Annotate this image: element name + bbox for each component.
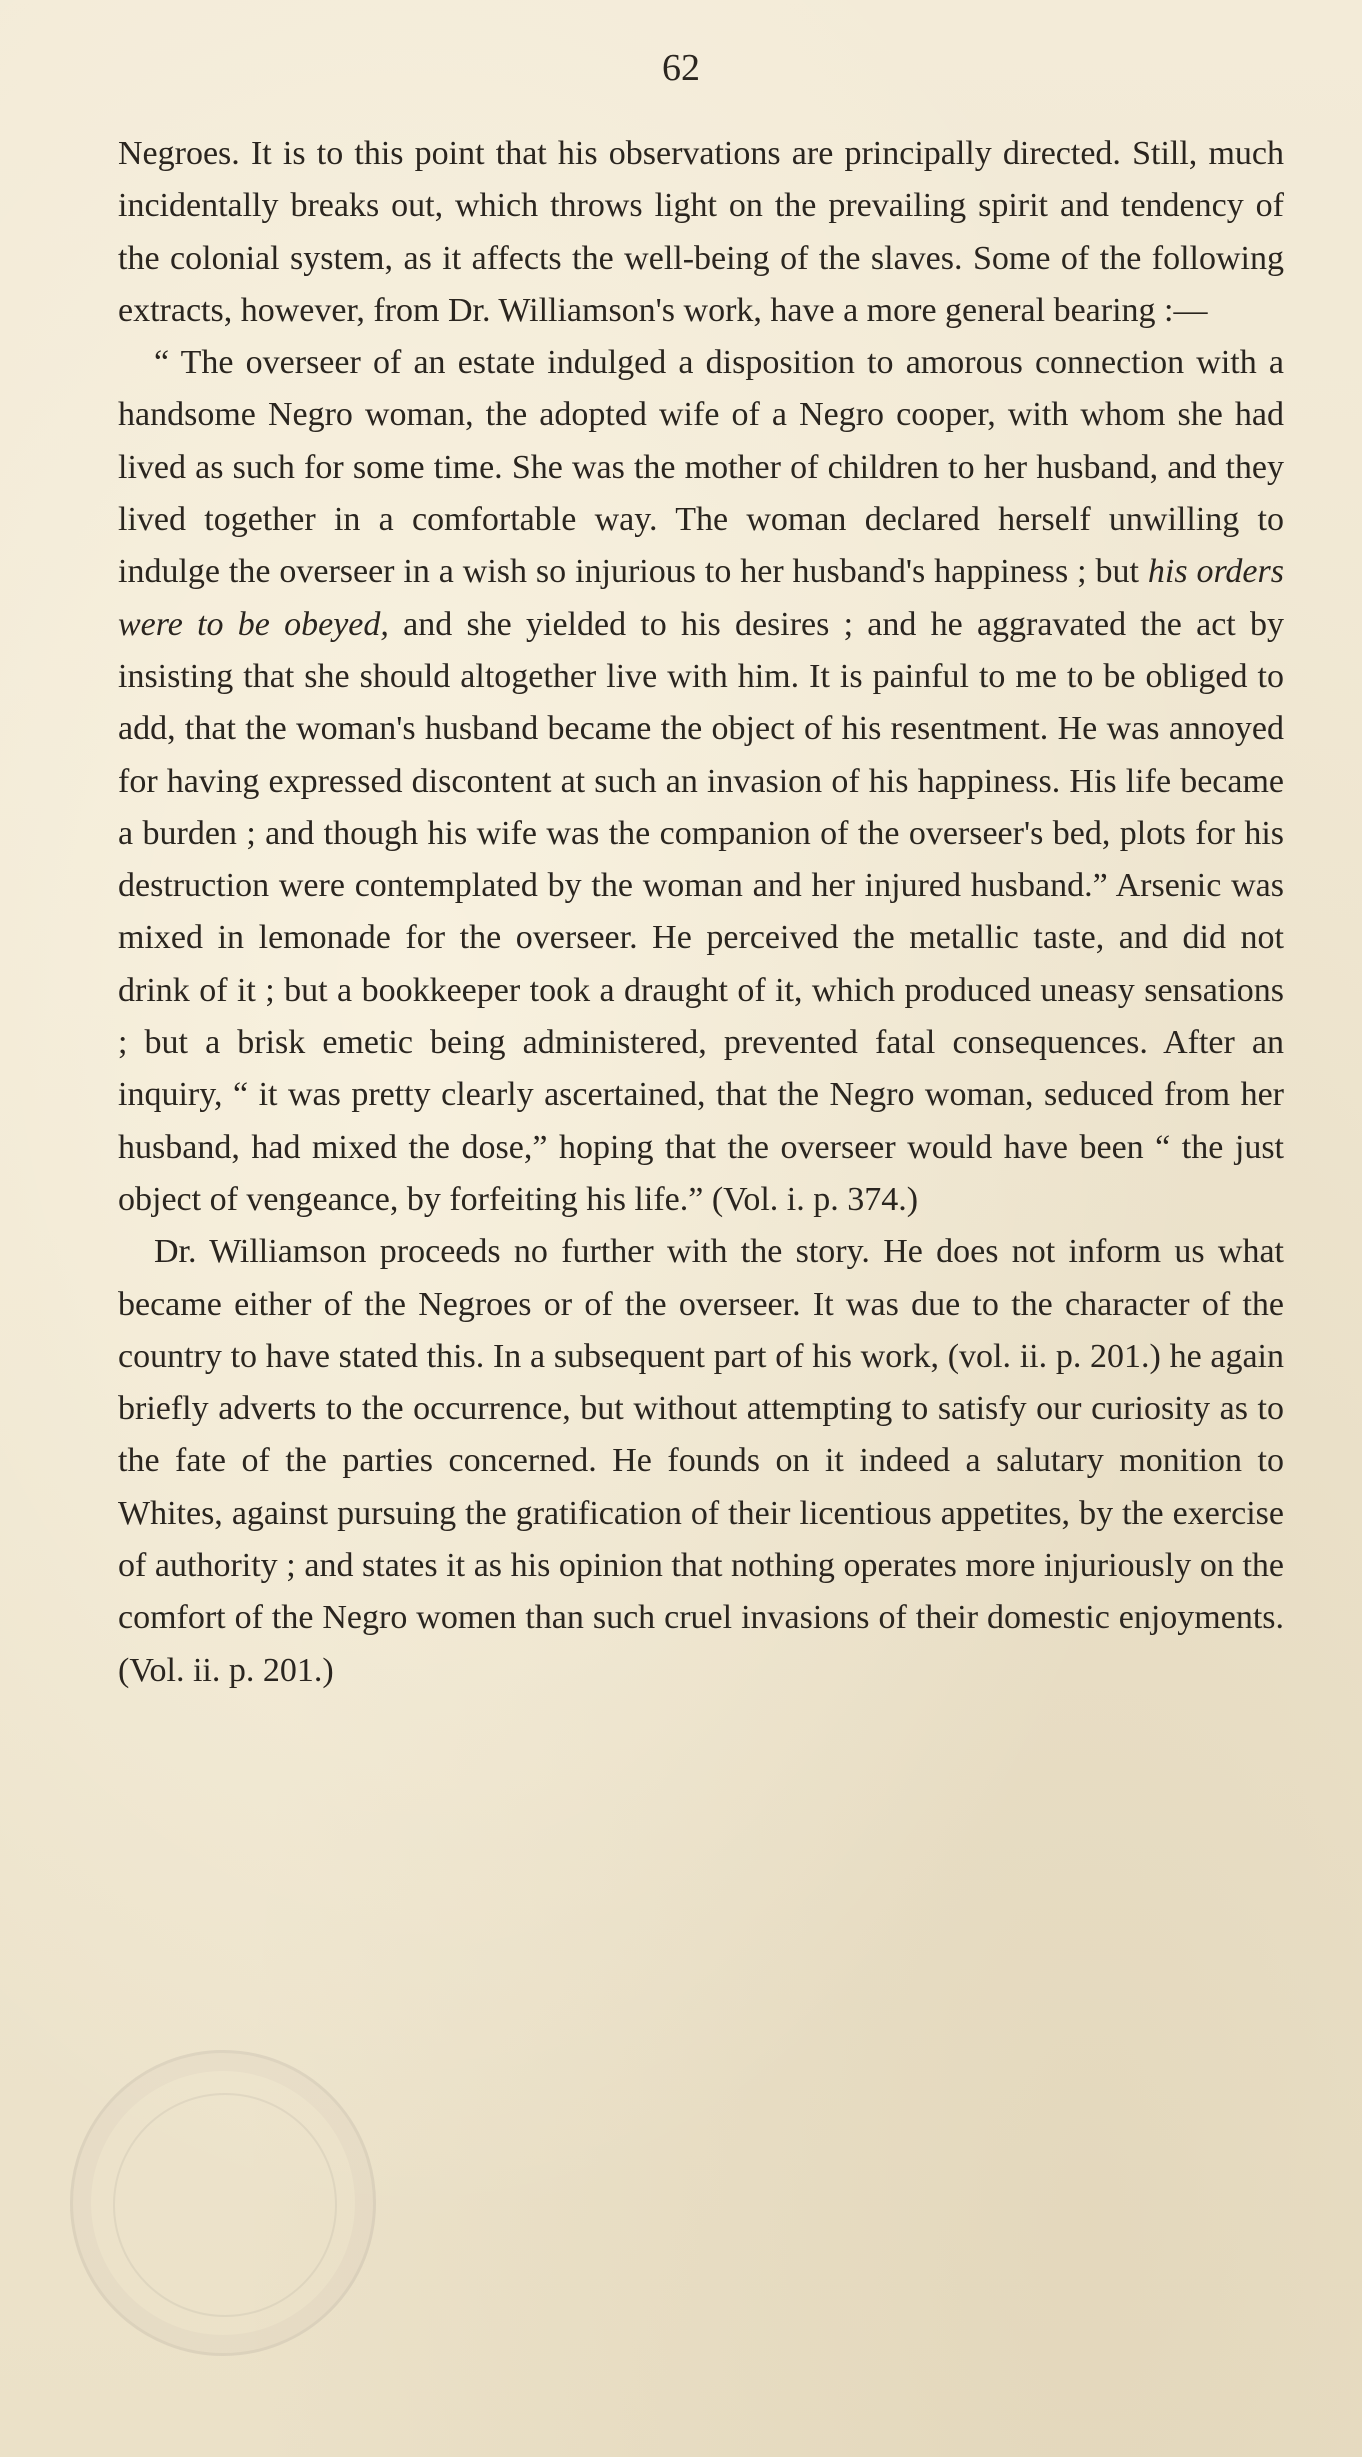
body-text <box>118 128 1284 1697</box>
paragraph-2-italic: his orders were to be obeyed, <box>118 553 1284 643</box>
paragraph-1-text: Negroes. It is to this point that his observations are principally directed. Still, much incidentally breaks out, which throws light on the prevailing spirit and tendency of the colonial system, as it affects the well-being of the slaves. Some of the following extracts, however, from Dr. Williamson's work, have a more general bearing :— <box>118 135 1284 329</box>
paragraph-3-text: Dr. Williamson proceeds no further with the story. He does not inform us what became either of the Negroes or of the overseer. It was due to the character of the country to have stated this. In a subsequent part of his work, (vol. ii. p. 201.) he again briefly adverts to the occurrence, but without attempting to satisfy our curiosity as to the fate of the parties concerned. He founds on it indeed a salutary monition to Whites, against pursuing the gratification of their licentious appetites, by the exercise of authority ; and states it as his opinion that nothing operates more injuriously on the comfort of the Negro women than such cruel invasions of their domestic enjoyments. (Vol. ii. p. 201.) <box>118 1233 1284 1689</box>
page-number: 62 <box>662 47 700 89</box>
library-stamp <box>70 2050 376 2356</box>
paragraph-2-text-a: “ The overseer of an estate indulged a disposition to amorous connection with a handsome Negro woman, the adopted wife of a Negro cooper, with whom she had lived as such for some time. She was the mother of children to her husband, and they lived together in a comfortable way. The woman declared herself unwilling to indulge the overseer in a wish so injurious to her husband's happiness ; but <box>118 344 1284 591</box>
paragraph-3 <box>118 1226 1284 1697</box>
paragraph-2-text-b: and she yielded to his desires ; and he aggravated the act by insisting that she should altogether live with him. It is painful to me to be obliged to add, that the woman's husband became the object of his resentment. He was annoyed for having expressed discontent at such an invasion of his happiness. His life became a burden ; and though his wife was the companion of the overseer's bed, plots for his destruction were contemplated by the woman and her injured husband.” Arsenic was mixed in lemonade for the overseer. He perceived the metallic taste, and did not drink of it ; but a bookkeeper took a draught of it, which produced uneasy sensations ; but a brisk emetic being administered, prevented fatal consequences. After an inquiry, “ it was pretty clearly ascertained, that the Negro woman, seduced from her husband, had mixed the dose,” hoping that the overseer would have been “ the just object of vengeance, by forfeiting his life.” (Vol. i. p. 374.) <box>118 605 1284 1218</box>
paragraph-2 <box>118 337 1284 1226</box>
paragraph-1 <box>118 128 1284 337</box>
library-stamp-inner-ring <box>113 2093 337 2317</box>
